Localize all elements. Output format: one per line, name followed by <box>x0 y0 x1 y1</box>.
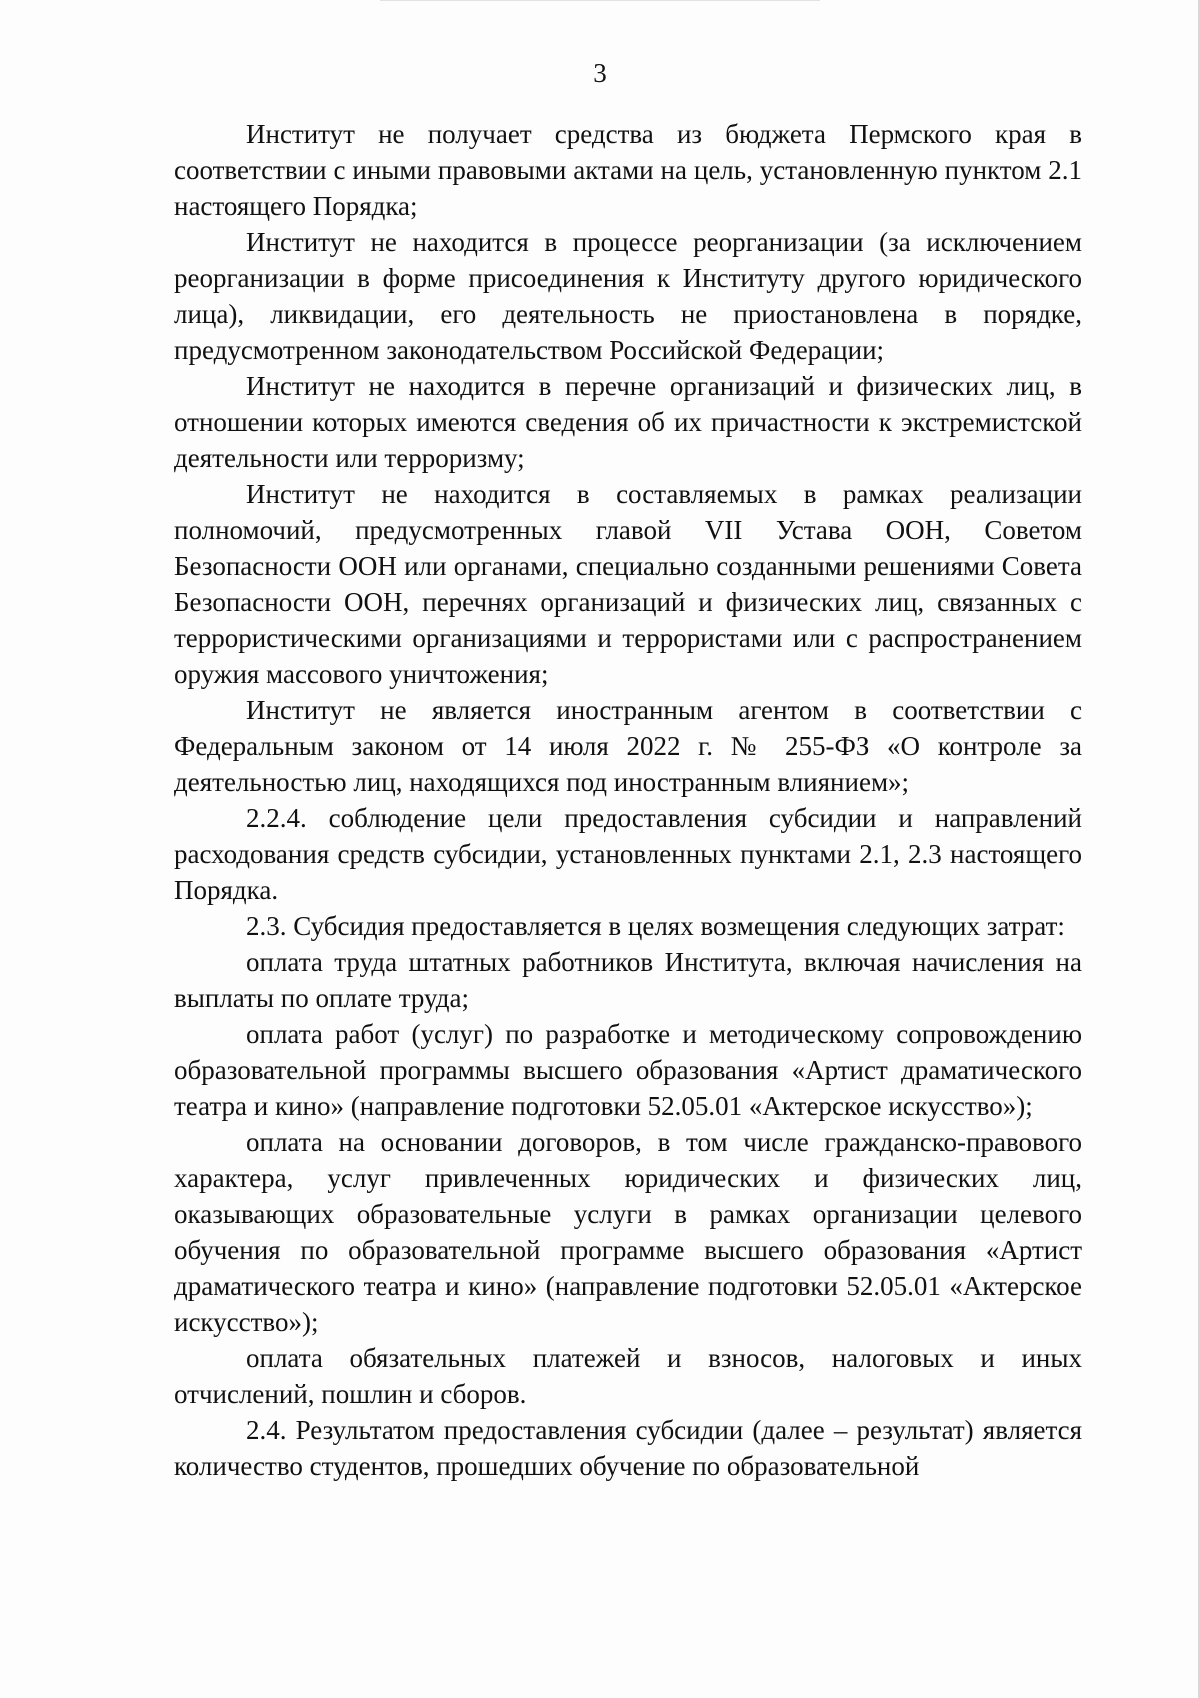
paragraph: 2.2.4. соблюдение цели предоставления субсидии и направлений расходования средств субсидии, установленных пунктами 2.1, 2.3 настоящего Порядка. <box>174 803 1082 905</box>
paragraph: Институт не находится в процессе реорганизации (за исключением реорганизации в форме присоединения к Институту другого юридического лица), ликвидации, его деятельность не приостановлена в порядке, предусмотренном законодательством Российской Федерации; <box>174 227 1082 365</box>
document-body <box>174 116 1082 1484</box>
paragraph: оплата на основании договоров, в том числе гражданско-правового характера, услуг привлеченных юридических и физических лиц, оказывающих образовательные услуги в рамках организации целевого обучения по образовательной программе высшего образования «Артист драматического театра и кино» (направление подготовки 52.05.01 «Актерское искусство»); <box>174 1127 1082 1337</box>
paragraph: Институт не находится в перечне организаций и физических лиц, в отношении которых имеются сведения об их причастности к экстремистской деятельности или терроризму; <box>174 371 1082 473</box>
paragraph: 2.3. Субсидия предоставляется в целях возмещения следующих затрат: <box>246 911 1065 941</box>
paragraph: Институт не находится в составляемых в рамках реализации полномочий, предусмотренных главой VII Устава ООН, Советом Безопасности ООН или органами, специально созданными решениями Совета Безопасности ООН, перечнях организаций и физических лиц, связанных с террористическими организациями и террористами или с распространением оружия массового уничтожения; <box>174 479 1082 689</box>
paragraph: оплата труда штатных работников Института, включая начисления на выплаты по оплате труда; <box>174 947 1082 1013</box>
paragraph: оплата работ (услуг) по разработке и методическому сопровождению образовательной программы высшего образования «Артист драматического театра и кино» (направление подготовки 52.05.01 «Актерское искусство»); <box>174 1019 1082 1121</box>
scan-edge-top <box>380 0 820 1</box>
paragraph: Институт не получает средства из бюджета Пермского края в соответствии с иными правовыми актами на цель, установленную пунктом 2.1 настоящего Порядка; <box>174 119 1082 221</box>
paragraph: Институт не является иностранным агентом в соответствии с Федеральным законом от 14 июля 2022 г. № 255-ФЗ «О контроле за деятельностью лиц, находящихся под иностранным влиянием»; <box>174 695 1082 797</box>
paragraph: 2.4. Результатом предоставления субсидии (далее – результат) является количество студентов, прошедших обучение по образовательной <box>174 1415 1082 1481</box>
page-number: 3 <box>593 58 607 88</box>
paragraph: оплата обязательных платежей и взносов, налоговых и иных отчислений, пошлин и сборов. <box>174 1343 1082 1409</box>
